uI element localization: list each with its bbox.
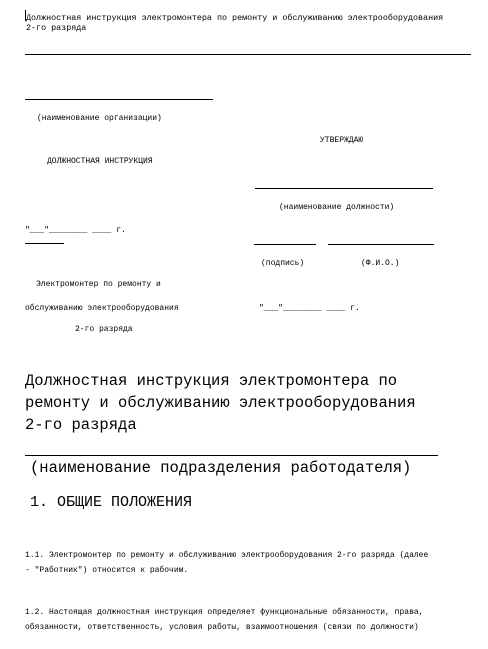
signature-caption: (подпись) bbox=[261, 259, 305, 268]
job-title-line3: 2-го разряда bbox=[75, 325, 133, 334]
document-type-label: ДОЛЖНОСТНАЯ ИНСТРУКЦИЯ bbox=[47, 157, 153, 166]
organization-caption: (наименование организации) bbox=[37, 114, 162, 123]
division-caption: (наименование подразделения работодателя) bbox=[30, 459, 412, 477]
position-line bbox=[255, 188, 433, 189]
paragraph-2-line2: обязанности, ответственность, условия работы, взаимоотношения (связи по должности) bbox=[25, 623, 419, 632]
position-caption: (наименование должности) bbox=[279, 203, 395, 212]
paragraph-1-line2: - "Работник") относится к рабочим. bbox=[25, 566, 189, 575]
signature-line bbox=[254, 244, 316, 245]
main-title-line1: Должностная инструкция электромонтера по bbox=[25, 372, 398, 390]
doc-header-line1: Должностная инструкция электромонтера по ремонту и обслуживанию электрооборудования bbox=[26, 13, 444, 23]
paragraph-2-line1: 1.2. Настоящая должностная инструкция определяет функциональные обязанности, права, bbox=[25, 608, 424, 617]
date-left-underline bbox=[25, 243, 64, 244]
job-title-line2: обслуживанию электрооборудования bbox=[25, 304, 179, 313]
section-heading: 1. ОБЩИЕ ПОЛОЖЕНИЯ bbox=[30, 494, 193, 511]
main-title-line3: 2-го разряда bbox=[25, 416, 137, 434]
organization-line bbox=[25, 99, 213, 100]
main-title-line2: ремонту и обслуживанию электрооборудования bbox=[25, 394, 416, 412]
approve-label: УТВЕРЖДАЮ bbox=[320, 136, 364, 145]
division-line bbox=[25, 455, 438, 456]
job-title-line1: Электромонтер по ремонту и bbox=[36, 280, 161, 289]
doc-header-line2: 2-го разряда bbox=[26, 23, 87, 33]
fio-caption: (Ф.И.О.) bbox=[361, 259, 400, 268]
paragraph-1-line1: 1.1. Электромонтер по ремонту и обслуживанию электрооборудования 2-го разряда (далее bbox=[25, 551, 429, 560]
date-field-right: "___"________ ____ г. bbox=[259, 304, 360, 313]
header-rule bbox=[25, 54, 471, 55]
fio-line bbox=[328, 244, 434, 245]
date-field-left: "___"________ ____ г. bbox=[25, 226, 126, 235]
